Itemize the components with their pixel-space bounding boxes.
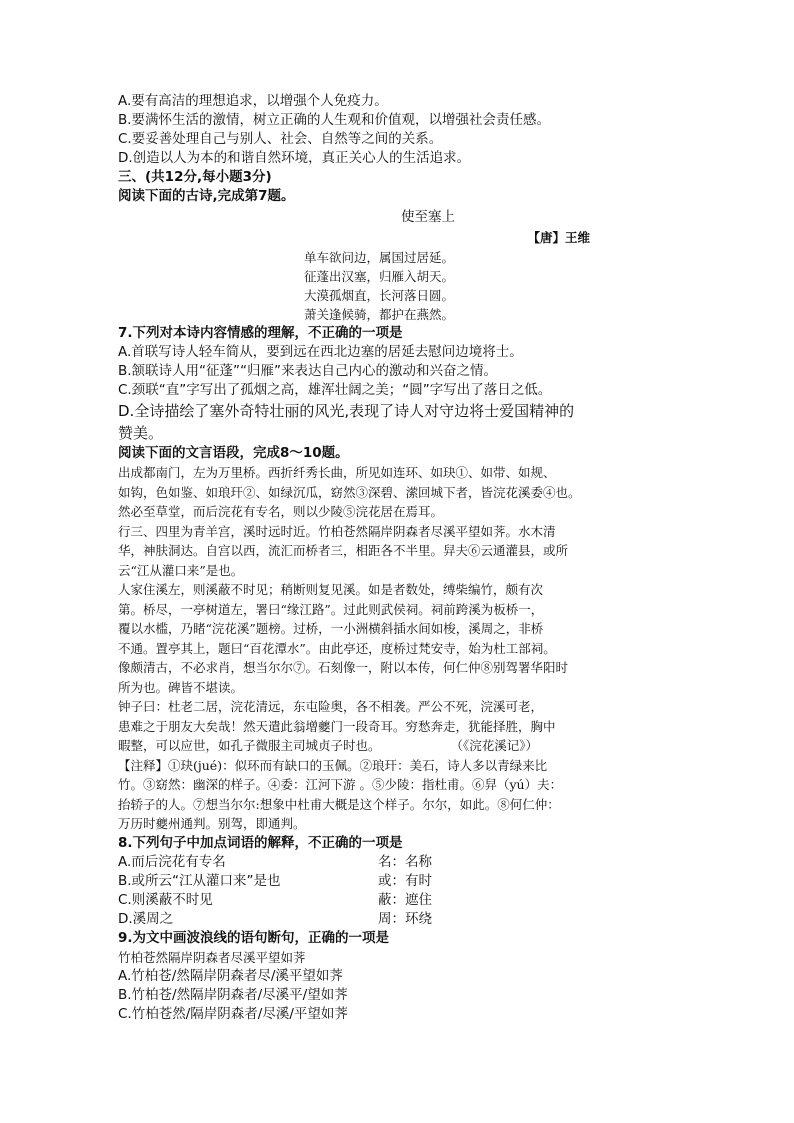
option-b: B.要满怀生活的激情，树立正确的人生观和价值观，以增强社会责任感。 <box>118 112 551 128</box>
poem-line: 萧关逢候骑，都护在燕然。 <box>304 307 455 322</box>
target-sentence: 竹柏苍然隔岸阴森者尽溪平望如荠 <box>118 949 306 965</box>
question-9 <box>118 929 678 1025</box>
question-8 <box>118 834 678 929</box>
option-a: A.首联写诗人轻车简从，要到远在西北边塞的居延去慰问边境将士。 <box>118 344 523 360</box>
note-line: 抬轿子的人。⑦想当尔尔:想象中杜甫大概是这个样子。尔尔，如此。⑧何仁仲： <box>118 796 560 812</box>
passage-source: （《浣花溪记》） <box>450 738 538 753</box>
option-c: C.要妥善处理自己与别人、社会、自然等之间的关系。 <box>118 131 443 147</box>
section-heading: 三、(共12分,每小题3分) <box>118 169 272 185</box>
note-line: 竹。③窈然：幽深的样子。④委：江河下游 。⑤少陵：指杜甫。⑥舁（yú）夫： <box>118 777 563 792</box>
passage-line: 覆以水槛，乃睹“浣花溪”题榜。过桥，一小洲横斜插水间如梭，溪周之，非桥 <box>118 621 544 636</box>
passage-line: 所为也。碑皆不堪读。 <box>118 679 244 695</box>
option-d-line: D.全诗描绘了塞外奇特壮丽的风光,表现了诗人对守边将士爱国精神的 <box>118 402 575 420</box>
option-text: D.溪周之 <box>118 910 174 927</box>
option-c: C.竹柏苍然/隔岸阴森者/尽溪/平望如荠 <box>118 1006 348 1022</box>
passage-line: 如钩，色如鉴、如琅玕②、如绿沉瓜，窈然③深碧、潆回城下者，皆浣花溪委④也。 <box>118 484 581 500</box>
option-explanation: 周：环绕 <box>378 910 432 927</box>
poem-line: 单车欲问边，属国过居延。 <box>304 250 455 265</box>
option-text: B.或所云“江从灌口来”是也 <box>118 872 281 889</box>
passage-line: 然必至草堂，而后浣花有专名，则以少陵⑤浣花居在焉耳。 <box>118 504 444 519</box>
option-b <box>118 872 678 891</box>
passage-line: 行三、四里为青羊宫，溪时远时近。竹柏苍然隔岸阴森者尽溪平望如荠。水木清 <box>118 523 556 539</box>
question-stem: 9.为文中画波浪线的语句断句，正确的一项是 <box>118 929 390 946</box>
annotations <box>118 756 678 834</box>
poem-title: 使至塞上 <box>401 209 455 225</box>
note-line: 【注释】①玦(jué)：似环而有缺口的玉佩。②琅玕：美石，诗人多以青绿来比 <box>118 757 548 773</box>
option-explanation: 蔽：遮住 <box>378 891 432 908</box>
option-d: D.创造以人为本的和谐自然环境，真正关心人的生活追求。 <box>118 150 471 166</box>
previous-options <box>118 92 678 168</box>
poem <box>118 206 678 324</box>
poem-line: 征蓬出汉塞，归雁入胡天。 <box>304 269 455 284</box>
passage-line: 云“江从灌口来”是也。 <box>118 562 244 578</box>
poem-author: 【唐】王维 <box>527 230 590 245</box>
option-a: A.要有高洁的理想追求，以增强个人免疫力。 <box>118 93 388 109</box>
passage-last-line <box>118 736 678 756</box>
passage-line: 患难之于朋友大矣哉！然天遣此翁增夔门一段奇耳。穷愁奔走，犹能择胜，胸中 <box>118 718 556 734</box>
classical-passage <box>118 444 678 756</box>
document-page <box>118 92 678 1024</box>
passage-line: 暇整，可以应世，如孔子微服主司城贞子时也。 <box>118 738 381 753</box>
passage-line: 华，神肤洞达。自宫以西，流汇而桥者三，相距各不半里。舁夫⑥云通灌县，或所 <box>118 543 569 558</box>
option-b: B.颔联诗人用“征蓬”“归雁”来表达自己内心的激动和兴奋之情。 <box>118 363 498 379</box>
passage-line: 像颇清古，不必求肖，想当尔尔⑦。石刻像一，附以本传，何仁仲⑧别驾署华阳时 <box>118 660 569 675</box>
option-explanation: 或：有时 <box>378 872 432 889</box>
option-text: A.而后浣花有专名 <box>118 853 226 870</box>
option-c <box>118 891 678 910</box>
passage-line: 钟子曰：杜老二居，浣花清远，东屯险奥，各不相袭。严公不死，浣溪可老， <box>118 699 544 714</box>
option-text: C.则溪蔽不时见 <box>118 891 213 908</box>
question-7 <box>118 324 678 444</box>
passage-line: 第。桥尽，一亭树道左，署曰“缘江路”。过此则武侯祠。祠前跨溪为板桥一， <box>118 601 544 617</box>
option-d <box>118 910 678 929</box>
option-explanation: 名：名称 <box>378 853 432 870</box>
passage-instruction: 阅读下面的文言语段，完成8～10题。 <box>118 445 349 461</box>
poem-instruction: 阅读下面的古诗,完成第7题。 <box>118 188 295 204</box>
poem-line: 大漠孤烟直，长河落日圆。 <box>304 288 455 303</box>
passage-line: 出成都南门，左为万里桥。西折纤秀长曲，所见如连环、如玦①、如带、如规、 <box>118 465 556 480</box>
question-stem: 7.下列对本诗内容情感的理解，不正确的一项是 <box>118 325 403 341</box>
passage-line: 不通。置亭其上，题曰“百花潭水”。由此亭还，度桥过梵安寺，始为杜工部祠。 <box>118 640 556 656</box>
option-c: C.颈联“直”字写出了孤烟之高，雄浑壮阔之美；“圆”字写出了落日之低。 <box>118 382 552 398</box>
passage-line: 人家住溪左，则溪蔽不时见；稍断则复见溪。如是者数处，缚柴编竹，颇有次 <box>118 582 544 597</box>
question-stem: 8.下列句子中加点词语的解释，不正确的一项是 <box>118 834 403 851</box>
note-line: 万历时夔州通判。别驾，即通判。 <box>118 816 306 831</box>
option-a <box>118 853 678 872</box>
option-a: A.竹柏苍/然隔岸阴森者尽/溪平望如荠 <box>118 968 343 984</box>
option-d-line: 赞美。 <box>118 424 164 442</box>
option-d <box>118 400 688 444</box>
option-b: B.竹柏苍/然隔岸阴森者/尽溪平/望如荠 <box>118 987 348 1003</box>
